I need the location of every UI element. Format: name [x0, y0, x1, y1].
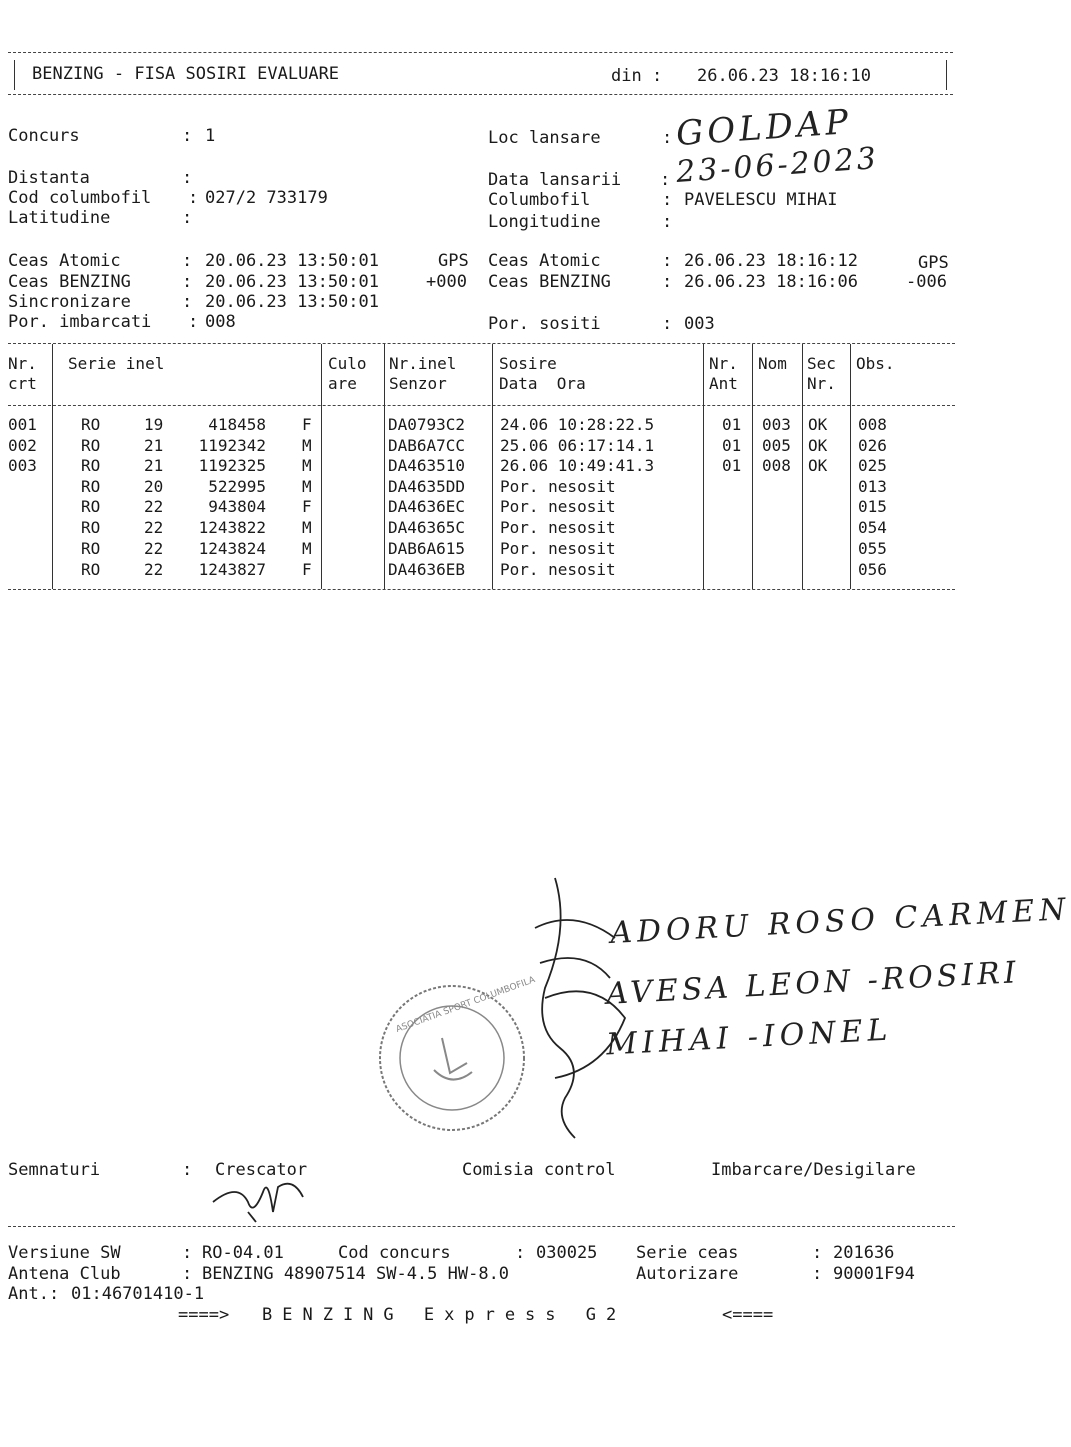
cell-year: 19	[144, 415, 164, 434]
autorizare-label: Autorizare	[636, 1264, 739, 1284]
cell-ring: 1192342	[198, 436, 266, 455]
colon: :	[182, 292, 193, 312]
cell-nr: 003	[8, 456, 37, 475]
cell-senzor: DA4636EB	[388, 560, 466, 579]
cell-ring: 1192325	[198, 456, 266, 475]
colon: :	[182, 208, 193, 228]
ceas-benzing-right-value: 26.06.23 18:16:06	[684, 272, 858, 292]
cell-country: RO	[81, 497, 101, 516]
columbofil-label: Columbofil	[488, 190, 591, 210]
cell-sec: OK	[808, 436, 828, 455]
cell-nr: 002	[8, 436, 37, 455]
th-nr: Nr.	[8, 354, 37, 373]
cell-sosire: 26.06 10:49:41.3	[500, 456, 655, 475]
th-obs: Obs.	[856, 354, 895, 373]
data-lansarii-label: Data lansarii	[488, 170, 622, 190]
crescator-signature	[208, 1172, 308, 1224]
cell-sec: OK	[808, 456, 828, 475]
colon: :	[812, 1243, 823, 1263]
th-senzor: Senzor	[389, 374, 447, 393]
col-divider	[321, 344, 322, 589]
th-sosire: Sosire	[499, 354, 557, 373]
versiune-sw-value: RO-04.01	[202, 1243, 284, 1263]
colon: :	[662, 314, 673, 334]
cell-sex: M	[302, 518, 312, 537]
versiune-sw-label: Versiune SW	[8, 1243, 121, 1263]
antena-club-value: BENZING 48907514 SW-4.5 HW-8.0	[202, 1264, 510, 1284]
ceas-benzing-right-tag: -006	[906, 272, 947, 292]
cell-sosire: 25.06 06:17:14.1	[500, 436, 655, 455]
cell-obs: 056	[858, 560, 887, 579]
th-culoare-2: are	[328, 374, 357, 393]
cell-country: RO	[81, 518, 101, 537]
cell-country: RO	[81, 539, 101, 558]
col-divider	[850, 344, 851, 589]
cell-year: 22	[144, 539, 164, 558]
ceas-atomic-left-label: Ceas Atomic	[8, 251, 121, 271]
header-right-border	[946, 60, 947, 90]
colon: :	[182, 1264, 193, 1284]
ant-value: 01:46701410-1	[71, 1284, 205, 1304]
cell-obs: 054	[858, 518, 887, 537]
ant-label: Ant.:	[8, 1284, 60, 1304]
report-date-label: din :	[611, 66, 663, 86]
cell-obs: 008	[858, 415, 887, 434]
cell-sosire: Por. nesosit	[500, 497, 616, 516]
sincronizare-label: Sincronizare	[8, 292, 131, 312]
header-top-border	[8, 52, 953, 53]
cell-ant: 01	[722, 415, 742, 434]
signature-scribble	[515, 868, 635, 1158]
cell-sex: F	[302, 560, 312, 579]
th-nr-ant-2: Ant	[709, 374, 738, 393]
cell-obs: 015	[858, 497, 887, 516]
data-lansarii-handwritten: 23-06-2023	[675, 140, 880, 191]
th-sec-1: Sec	[807, 354, 836, 373]
cell-ring: 418458	[208, 415, 266, 434]
por-sositi-label: Por. sositi	[488, 314, 601, 334]
cell-nr: 001	[8, 415, 37, 434]
cell-ant: 01	[722, 436, 742, 455]
cell-year: 22	[144, 518, 164, 537]
colon: :	[515, 1243, 526, 1263]
cell-sosire: 24.06 10:28:22.5	[500, 415, 655, 434]
por-imbarcati-value: 008	[205, 312, 236, 332]
ceas-benzing-left-tag: +000	[426, 272, 467, 292]
concurs-label: Concurs	[8, 126, 80, 146]
colon: :	[662, 272, 673, 292]
th-culoare-1: Culo	[328, 354, 367, 373]
cell-country: RO	[81, 456, 101, 475]
cell-ring: 522995	[208, 477, 266, 496]
colon: :	[182, 1243, 193, 1263]
colon: :	[662, 190, 673, 210]
stamp-seal	[372, 978, 532, 1138]
cell-year: 22	[144, 497, 164, 516]
cell-country: RO	[81, 436, 101, 455]
distanta-label: Distanta	[8, 168, 90, 188]
cell-obs: 025	[858, 456, 887, 475]
ceas-atomic-right-value: 26.06.23 18:16:12	[684, 251, 858, 271]
report-title: BENZING - FISA SOSIRI EVALUARE	[32, 64, 340, 84]
serie-ceas-label: Serie ceas	[636, 1243, 739, 1263]
cod-concurs-label: Cod concurs	[338, 1243, 451, 1263]
th-data-ora: Data Ora	[499, 374, 586, 393]
colon: :	[812, 1264, 823, 1284]
cell-senzor: DAB6A7CC	[388, 436, 466, 455]
colon: :	[182, 126, 193, 146]
cell-senzor: DA4636EC	[388, 497, 466, 516]
cell-ant: 01	[722, 456, 742, 475]
ceas-atomic-right-tag: GPS	[918, 253, 949, 273]
header-bottom-border	[8, 94, 953, 95]
th-nr-ant-1: Nr.	[709, 354, 738, 373]
cell-nom: 005	[762, 436, 791, 455]
ceas-atomic-left-tag: GPS	[438, 251, 469, 271]
cod-columbofil-label: Cod columbofil	[8, 188, 152, 208]
cell-sex: F	[302, 497, 312, 516]
cell-sex: F	[302, 415, 312, 434]
cell-country: RO	[81, 477, 101, 496]
longitudine-label: Longitudine	[488, 212, 601, 232]
footer-separator	[8, 1226, 955, 1227]
arrow-right: <====	[722, 1305, 774, 1325]
cell-sosire: Por. nesosit	[500, 539, 616, 558]
col-divider	[52, 344, 53, 589]
stamp-text: ASOCIATIA SPORT COLUMBOFILA	[394, 975, 537, 1035]
cell-year: 21	[144, 436, 164, 455]
header-left-border	[14, 60, 15, 90]
antena-club-label: Antena Club	[8, 1264, 121, 1284]
cell-obs: 026	[858, 436, 887, 455]
cell-year: 22	[144, 560, 164, 579]
col-divider	[384, 344, 385, 589]
cell-senzor: DAB6A615	[388, 539, 466, 558]
cell-country: RO	[81, 415, 101, 434]
semnaturi-label: Semnaturi	[8, 1160, 101, 1180]
colon: :	[662, 212, 673, 232]
colon: :	[182, 272, 193, 292]
th-nom: Nom	[758, 354, 787, 373]
cell-senzor: DA4635DD	[388, 477, 466, 496]
por-sositi-value: 003	[684, 314, 715, 334]
cell-sosire: Por. nesosit	[500, 477, 616, 496]
table-top-border	[8, 343, 955, 344]
cell-year: 20	[144, 477, 164, 496]
colon: :	[182, 1160, 193, 1180]
ceas-benzing-left-label: Ceas BENZING	[8, 272, 131, 292]
table-bottom-border	[8, 589, 955, 590]
cod-concurs-value: 030025	[536, 1243, 598, 1263]
cell-nom: 008	[762, 456, 791, 475]
colon: :	[660, 170, 671, 190]
latitudine-label: Latitudine	[8, 208, 111, 228]
cell-obs: 055	[858, 539, 887, 558]
cell-ring: 1243822	[198, 518, 266, 537]
colon: :	[182, 251, 193, 271]
imbarcare-label: Imbarcare/Desigilare	[711, 1160, 916, 1180]
colon: :	[182, 168, 193, 188]
concurs-value: 1	[205, 126, 216, 146]
columbofil-value: PAVELESCU MIHAI	[684, 190, 838, 210]
th-serie-inel: Serie inel	[68, 354, 165, 373]
cell-sex: M	[302, 539, 312, 558]
colon: :	[662, 251, 673, 271]
colon: :	[188, 188, 199, 208]
cell-sec: OK	[808, 415, 828, 434]
colon: :	[662, 128, 673, 148]
loc-lansare-label: Loc lansare	[488, 128, 601, 148]
table-header-separator	[8, 405, 955, 406]
cell-sex: M	[302, 436, 312, 455]
col-divider	[802, 344, 803, 589]
cod-columbofil-value: 027/2 733179	[205, 188, 328, 208]
sincronizare-value: 20.06.23 13:50:01	[205, 292, 379, 312]
autorizare-value: 90001F94	[833, 1264, 915, 1284]
cell-year: 21	[144, 456, 164, 475]
benzing-express-banner: BENZING Express G2	[262, 1305, 627, 1325]
cell-sosire: Por. nesosit	[500, 518, 616, 537]
cell-ring: 1243827	[198, 560, 266, 579]
cell-sex: M	[302, 477, 312, 496]
cell-nom: 003	[762, 415, 791, 434]
crescator-label: Crescator	[215, 1160, 308, 1180]
ceas-benzing-left-value: 20.06.23 13:50:01	[205, 272, 379, 292]
col-divider	[492, 344, 493, 589]
handwritten-line-3: MIHAI -IONEL	[605, 1012, 894, 1063]
th-nr-inel: Nr.inel	[389, 354, 457, 373]
handwritten-line-2: AVESA LEON -ROSIRI	[605, 955, 1021, 1012]
th-sec-2: Nr.	[807, 374, 836, 393]
por-imbarcati-label: Por. imbarcati	[8, 312, 152, 332]
serie-ceas-value: 201636	[833, 1243, 895, 1263]
cell-senzor: DA463510	[388, 456, 466, 475]
cell-senzor: DA0793C2	[388, 415, 466, 434]
th-crt: crt	[8, 374, 37, 393]
cell-ring: 943804	[208, 497, 266, 516]
cell-obs: 013	[858, 477, 887, 496]
cell-senzor: DA46365C	[388, 518, 466, 537]
col-divider	[752, 344, 753, 589]
loc-lansare-handwritten: GOLDAP	[674, 101, 854, 155]
colon: :	[188, 312, 199, 332]
ceas-benzing-right-label: Ceas BENZING	[488, 272, 611, 292]
cell-ring: 1243824	[198, 539, 266, 558]
col-divider	[703, 344, 704, 589]
arrow-left: ====>	[178, 1305, 230, 1325]
cell-sex: M	[302, 456, 312, 475]
comisia-control-label: Comisia control	[462, 1160, 616, 1180]
handwritten-line-1: ADORU ROSO CARMEN	[609, 891, 1071, 952]
ceas-atomic-right-label: Ceas Atomic	[488, 251, 601, 271]
ceas-atomic-left-value: 20.06.23 13:50:01	[205, 251, 379, 271]
cell-sosire: Por. nesosit	[500, 560, 616, 579]
report-date: 26.06.23 18:16:10	[697, 66, 871, 86]
cell-country: RO	[81, 560, 101, 579]
